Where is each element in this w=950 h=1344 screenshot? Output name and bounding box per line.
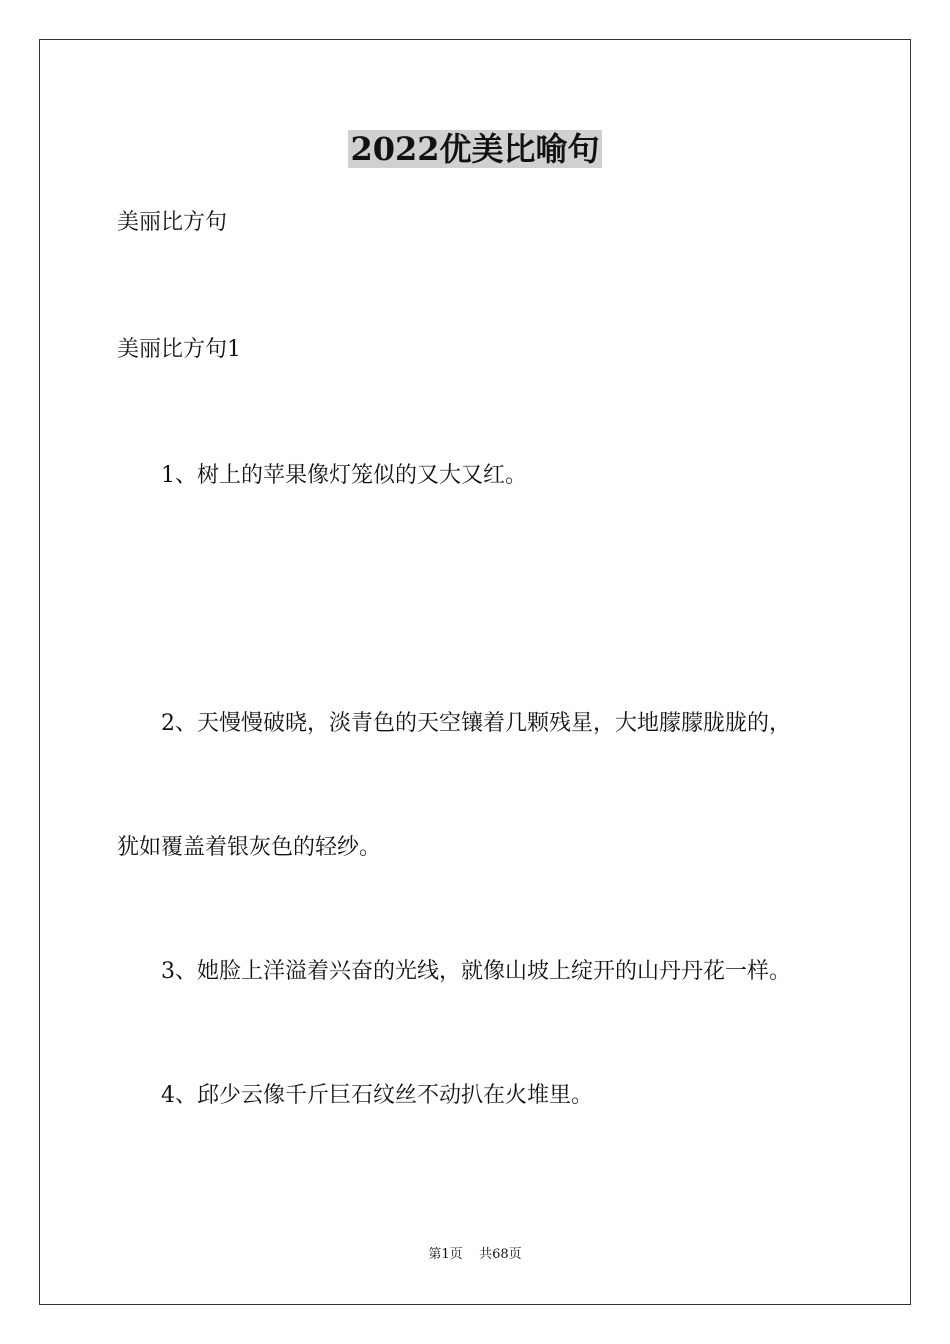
page-footer	[0, 1246, 950, 1264]
document-title	[0, 128, 950, 170]
section-heading: 美丽比方句	[117, 210, 228, 235]
paragraph-2-continued: 犹如覆盖着银灰色的轻纱。	[117, 835, 382, 860]
document-title-text: 2022优美比喻句	[350, 130, 600, 168]
page-total: 共68页	[479, 1247, 522, 1262]
page-number: 第1页	[428, 1247, 463, 1262]
paragraph-3: 3、她脸上洋溢着兴奋的光线，就像山坡上绽开的山丹丹花一样。	[161, 959, 791, 984]
paragraph-4: 4、邱少云像千斤巨石纹丝不动扒在火堆里。	[161, 1083, 593, 1108]
paragraph-1: 1、树上的苹果像灯笼似的又大又红。	[161, 463, 527, 488]
paragraph-2: 2、天慢慢破晓，淡青色的天空镶着几颗残星，大地朦朦胧胧的，	[161, 711, 791, 736]
section-subheading: 美丽比方句1	[117, 337, 241, 362]
